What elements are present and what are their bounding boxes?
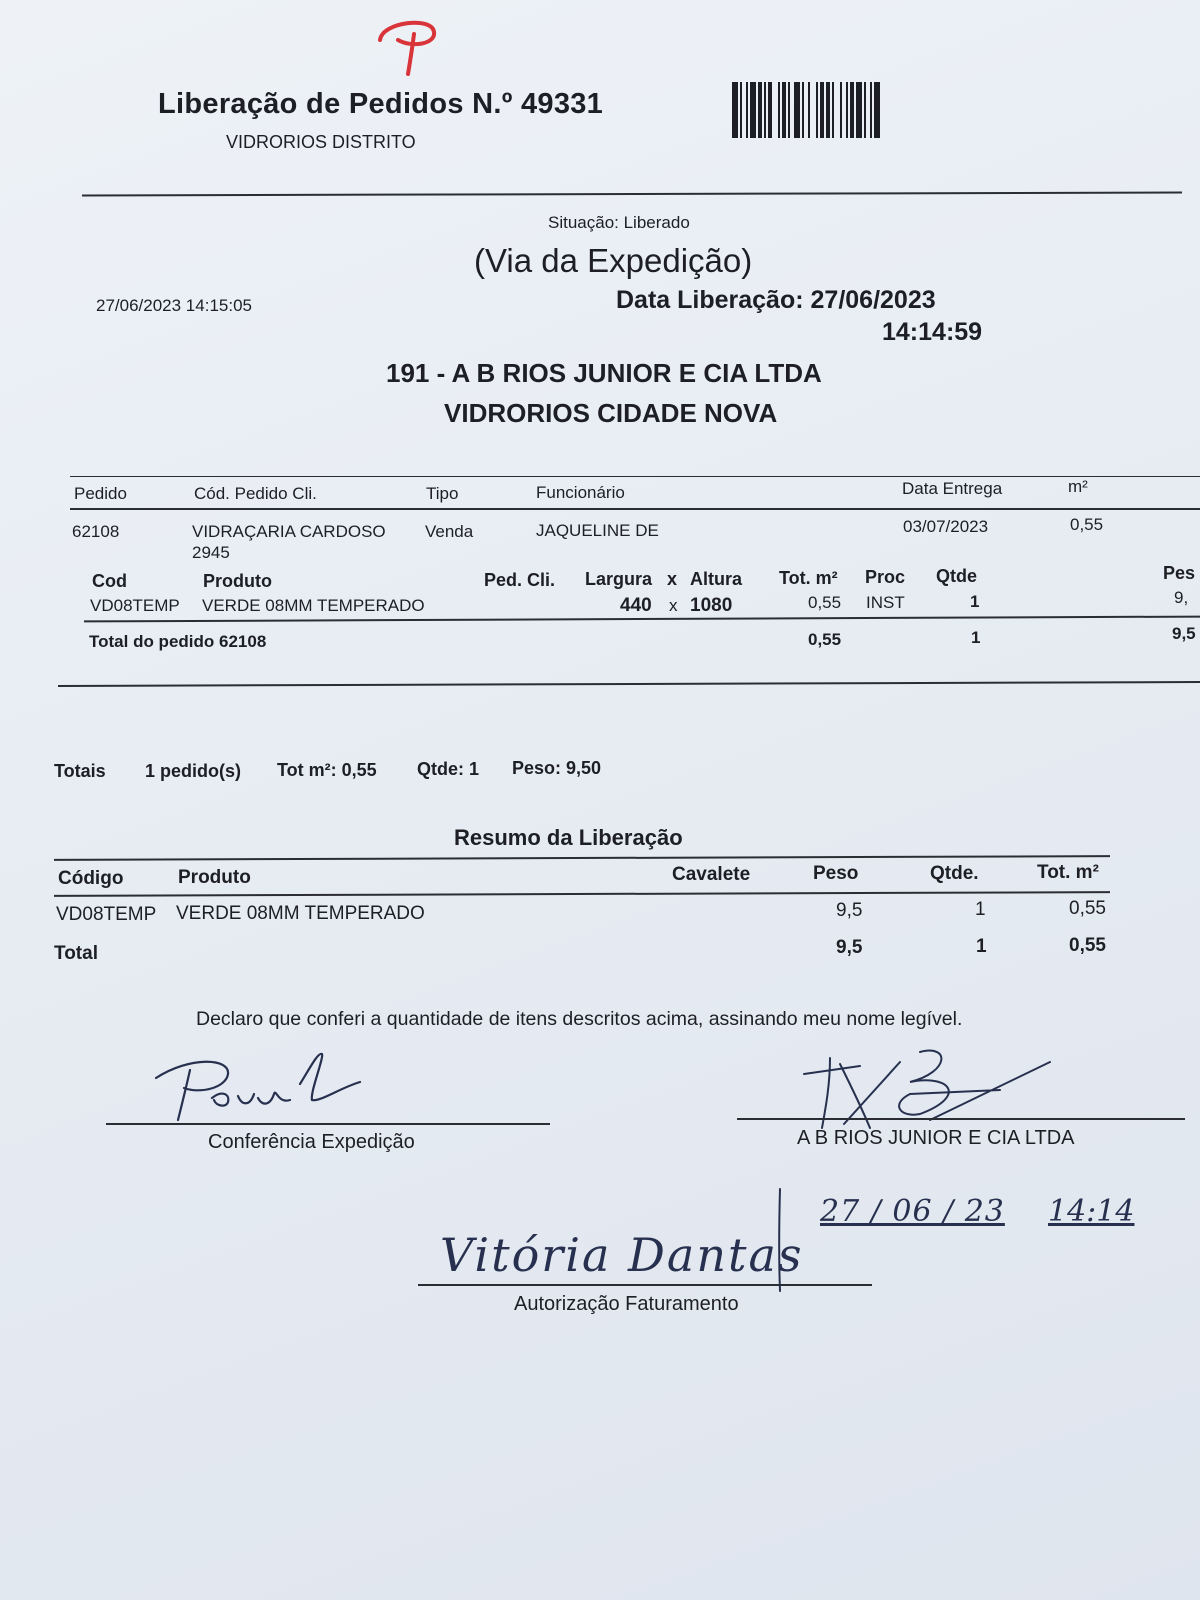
summary-header-line	[54, 891, 1110, 897]
barcode-bar	[794, 82, 800, 138]
order-total-label: Total do pedido 62108	[89, 632, 267, 651]
item-qty: 1	[970, 592, 980, 611]
copy-type: (Via da Expedição)	[474, 242, 753, 279]
billing-signature-line	[418, 1284, 872, 1286]
order-number: 62108	[72, 522, 120, 541]
order-employee: JAQUELINE DE	[536, 521, 659, 540]
totals-orders: 1 pedido(s)	[145, 761, 242, 781]
order-type: Venda	[425, 522, 474, 541]
handwritten-time: 14:14	[1048, 1194, 1135, 1229]
barcode-bar	[850, 82, 854, 138]
barcode-bar	[740, 82, 742, 138]
barcode-bar	[746, 82, 748, 138]
item-header-proc: Proc	[865, 567, 906, 587]
barcode-bar	[732, 82, 738, 138]
barcode-bar	[846, 82, 848, 138]
barcode-bar	[758, 82, 762, 138]
totals-label: Totais	[54, 761, 106, 781]
barcode-bar	[808, 82, 810, 138]
summary-weight: 9,5	[836, 900, 863, 921]
issuer-name: VIDRORIOS DISTRITO	[226, 132, 416, 152]
summary-total-m2: 0,55	[1069, 935, 1106, 956]
expedition-signature-line	[106, 1123, 550, 1125]
totals-qty: Qtde: 1	[417, 759, 480, 779]
item-tot-m2: 0,55	[808, 593, 842, 612]
item-header-produto: Produto	[203, 571, 272, 591]
billing-signature-label: Autorização Faturamento	[514, 1293, 739, 1315]
client-order-code-line2: 2945	[192, 543, 230, 562]
client-order-code: VIDRAÇARIA CARDOSO	[192, 522, 386, 541]
handwritten-mark-icon	[372, 10, 452, 80]
release-time: 14:14:59	[882, 318, 983, 346]
item-header-peso: Pes	[1163, 563, 1196, 583]
item-header-ped-cli: Ped. Cli.	[484, 570, 556, 590]
summary-header-cavalete: Cavalete	[672, 864, 751, 885]
barcode-bar	[856, 82, 862, 138]
delivery-date: 03/07/2023	[903, 517, 989, 536]
summary-total-weight: 9,5	[836, 937, 863, 958]
declaration-text: Declaro que conferi a quantidade de itens descritos acima, assinando meu nome legível.	[196, 1008, 963, 1030]
barcode-bar	[864, 82, 866, 138]
summary-header-qtde: Qtde.	[930, 863, 979, 884]
barcode-bar	[764, 82, 766, 138]
item-code: VD08TEMP	[90, 596, 180, 615]
item-header-qtde: Qtde	[936, 566, 978, 586]
barcode-bar	[816, 82, 818, 138]
handwritten-signatory-name: Vitória Dantas	[440, 1228, 804, 1282]
barcode-bar	[788, 82, 790, 138]
barcode-bar	[778, 82, 780, 138]
item-header-largura: Largura	[585, 569, 653, 589]
item-product: VERDE 08MM TEMPERADO	[202, 596, 425, 615]
client-signature-line	[737, 1118, 1185, 1120]
summary-header-produto: Produto	[178, 867, 251, 888]
header-divider	[82, 192, 1182, 197]
client-signature-label: A B RIOS JUNIOR E CIA LTDA	[797, 1127, 1075, 1149]
summary-total-label: Total	[54, 943, 98, 964]
barcode-bar	[874, 82, 880, 138]
totals-weight: Peso: 9,50	[512, 758, 602, 778]
summary-m2: 0,55	[1069, 898, 1106, 919]
summary-code: VD08TEMP	[56, 904, 157, 925]
item-header-x: x	[667, 569, 678, 589]
barcode-bar	[826, 82, 830, 138]
handwritten-date: 27 / 06 / 23	[820, 1194, 1005, 1229]
item-header-tot-m2: Tot. m²	[779, 568, 838, 588]
expedition-signature-icon	[150, 1048, 390, 1128]
summary-total-qty: 1	[976, 936, 987, 957]
barcode-bar	[840, 82, 842, 138]
item-width: 440	[620, 595, 652, 616]
expedition-signature-label: Conferência Expedição	[208, 1131, 415, 1153]
item-header-altura: Altura	[690, 569, 743, 589]
totals-m2: Tot m²: 0,55	[277, 760, 377, 780]
barcode-bar	[782, 82, 786, 138]
order-table-top-line	[70, 476, 1200, 477]
barcode-bar	[802, 82, 804, 138]
item-weight: 9,	[1174, 588, 1189, 607]
barcode-bar	[832, 82, 834, 138]
col-header-m2: m²	[1068, 477, 1088, 496]
summary-top-line	[54, 855, 1110, 861]
summary-header-tot-m2: Tot. m²	[1037, 862, 1099, 883]
col-header-cod-pedido-cli: Cód. Pedido Cli.	[194, 484, 317, 503]
summary-product: VERDE 08MM TEMPERADO	[176, 903, 425, 924]
col-header-data-entrega: Data Entrega	[902, 479, 1003, 498]
release-date: Data Liberação: 27/06/2023	[616, 286, 936, 314]
item-x: x	[669, 596, 678, 615]
status-text: Situação: Liberado	[548, 213, 690, 232]
order-total-m2: 0,55	[808, 630, 842, 649]
summary-header-peso: Peso	[813, 863, 859, 884]
order-total-weight: 9,5	[1172, 624, 1196, 643]
col-header-pedido: Pedido	[74, 484, 127, 503]
client-name: 191 - A B RIOS JUNIOR E CIA LTDA	[386, 358, 822, 388]
barcode-bar	[870, 82, 872, 138]
client-signature-icon	[800, 1044, 1060, 1134]
summary-title: Resumo da Liberação	[454, 825, 683, 850]
col-header-funcionario: Funcionário	[536, 483, 625, 502]
item-height: 1080	[690, 595, 733, 616]
barcode-bar	[768, 82, 772, 138]
barcode-bar	[750, 82, 756, 138]
order-table-bottom-line	[58, 681, 1200, 687]
summary-header-codigo: Código	[58, 868, 124, 889]
col-header-tipo: Tipo	[426, 484, 459, 503]
item-proc: INST	[866, 593, 905, 612]
document-title: Liberação de Pedidos N.º 49331	[158, 88, 604, 120]
barcode-bar	[820, 82, 824, 138]
barcode-icon	[732, 82, 924, 138]
order-m2: 0,55	[1070, 515, 1104, 534]
item-header-cod: Cod	[92, 571, 127, 591]
summary-qty: 1	[975, 899, 986, 920]
client-branch: VIDRORIOS CIDADE NOVA	[444, 398, 778, 428]
order-total-qty: 1	[971, 628, 981, 647]
order-table-header-line	[70, 508, 1200, 510]
emitted-timestamp: 27/06/2023 14:15:05	[96, 296, 252, 315]
